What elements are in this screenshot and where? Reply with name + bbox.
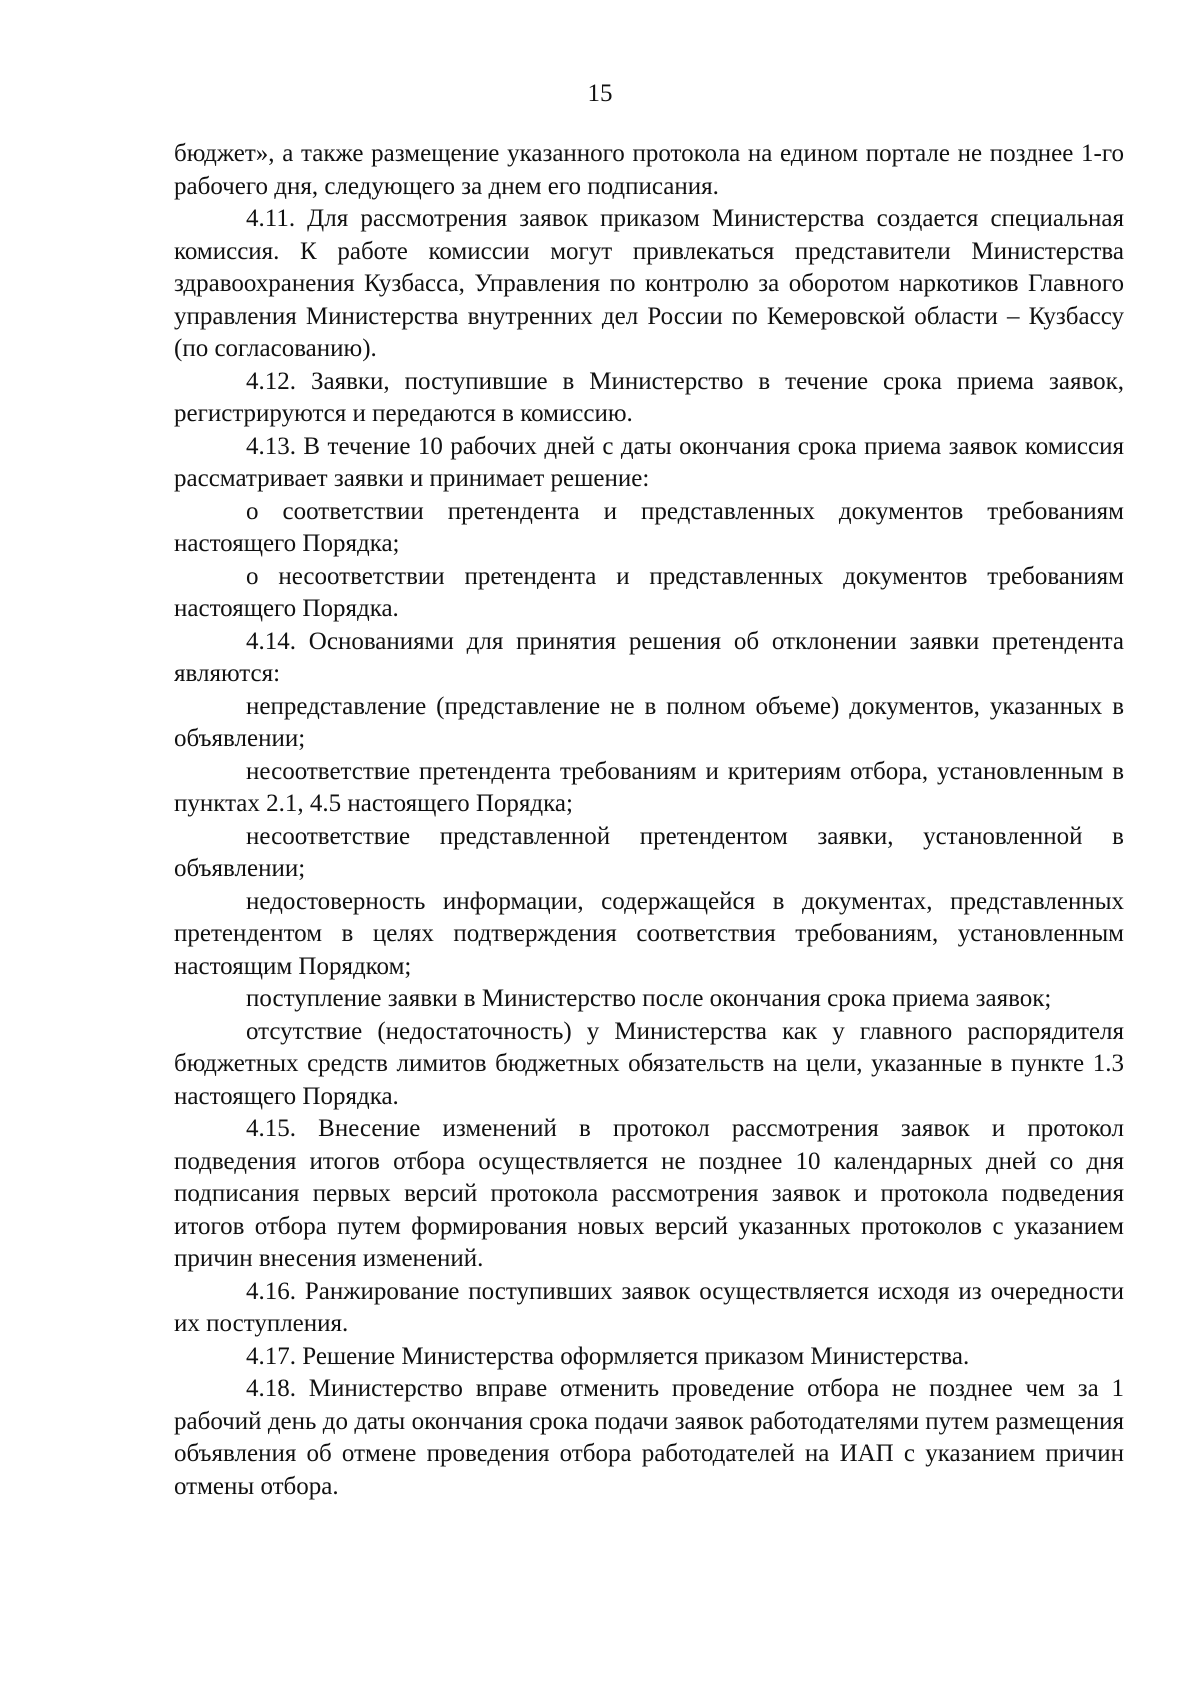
rejection-reason-missing-documents: непредставление (представление не в полном объеме) документов, указанных в объявлении; bbox=[174, 692, 1124, 752]
rejection-reason-late-application: поступление заявки в Министерство после окончания срока приема заявок; bbox=[246, 985, 1052, 1012]
paragraph-continuation: бюджет», а также размещение указанного протокола на едином портале не позднее 1-го рабочего дня, следующего за днем его подписания. bbox=[174, 140, 1124, 200]
paragraph-4-11: 4.11. Для рассмотрения заявок приказом Министерства создается специальная комиссия. К работе комиссии могут привлекаться представители Министерства здравоохранения Кузбасса, Управления по контролю за оборотом наркотиков Главного управления Министерства внутренних дел России по Кемеровской области – Кузбассу (по согласованию). bbox=[174, 205, 1124, 362]
paragraph-4-18: 4.18. Министерство вправе отменить проведение отбора не позднее чем за 1 рабочий день до даты окончания срока подачи заявок работодателями путем размещения объявления об отмене проведения отбора работодателей на ИАП с указанием причин отмены отбора. bbox=[174, 1375, 1124, 1500]
paragraph-4-13: 4.13. В течение 10 рабочих дней с даты окончания срока приема заявок комиссия рассматривает заявки и принимает решение: bbox=[174, 432, 1124, 492]
paragraph-4-15: 4.15. Внесение изменений в протокол рассмотрения заявок и протокол подведения итогов отбора осуществляется не позднее 10 календарных дней со дня подписания первых версий протокола рассмотрения заявок и протокола подведения итогов отбора путем формирования новых версий указанных протоколов с указанием причин внесения изменений. bbox=[174, 1115, 1124, 1272]
decision-compliance-item: о соответствии претендента и представленных документов требованиям настоящего Порядка; bbox=[174, 497, 1124, 557]
paragraph-4-14: 4.14. Основаниями для принятия решения об отклонении заявки претендента являются: bbox=[174, 627, 1124, 687]
page-number: 15 bbox=[587, 80, 613, 107]
rejection-reason-inaccurate-information: недостоверность информации, содержащейся в документах, представленных претендентом в целях подтверждения соответствия требованиям, установленным настоящим Порядком; bbox=[174, 887, 1124, 980]
paragraph-4-16: 4.16. Ранжирование поступивших заявок осуществляется исходя из очередности их поступления. bbox=[174, 1277, 1124, 1337]
document-body bbox=[174, 138, 1124, 1503]
rejection-reason-budget-limits: отсутствие (недостаточность) у Министерства как у главного распорядителя бюджетных средств лимитов бюджетных обязательств на цели, указанные в пункте 1.3 настоящего Порядка. bbox=[174, 1017, 1124, 1110]
paragraph-4-12: 4.12. Заявки, поступившие в Министерство в течение срока приема заявок, регистрируются и передаются в комиссию. bbox=[174, 367, 1124, 427]
decision-noncompliance-item: о несоответствии претендента и представленных документов требованиям настоящего Порядка. bbox=[174, 562, 1124, 622]
rejection-reason-application-noncompliance: несоответствие представленной претендентом заявки, установленной в объявлении; bbox=[174, 822, 1124, 882]
paragraph-4-17: 4.17. Решение Министерства оформляется приказом Министерства. bbox=[246, 1342, 970, 1370]
rejection-reason-criteria-noncompliance: несоответствие претендента требованиям и критериям отбора, установленным в пунктах 2.1, 4.5 настоящего Порядка; bbox=[174, 757, 1124, 817]
